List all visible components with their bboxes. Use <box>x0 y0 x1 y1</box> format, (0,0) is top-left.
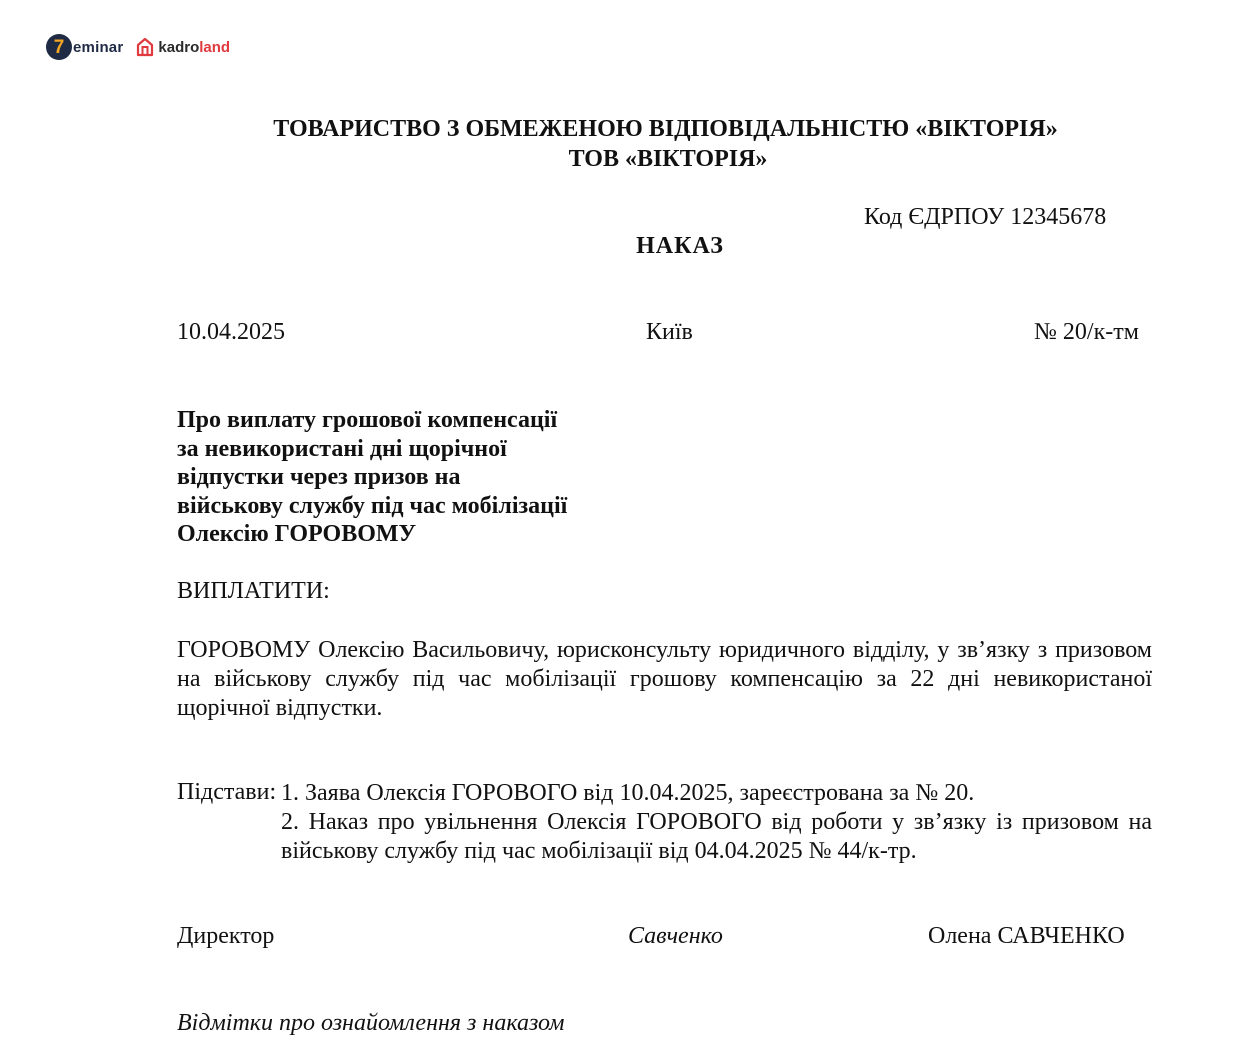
subject-line: відпустки через призов на <box>177 464 461 490</box>
bases-list <box>281 779 1152 866</box>
subject-line: Олексію ГОРОВОМУ <box>177 521 417 547</box>
bases-label: Підстави: <box>177 779 277 805</box>
kadroland-logo-text-1: kadro <box>158 38 200 56</box>
acknowledgement-note: Відмітки про ознайомлення з наказом <box>177 1010 565 1036</box>
order-number: № 20/к-тм <box>1034 319 1139 345</box>
company-full-name: ТОВАРИСТВО З ОБМЕЖЕНОЮ ВІДПОВІДАЛЬНІСТЮ «ВІКТОРІЯ» <box>273 116 1058 142</box>
seminar-logo <box>46 34 123 60</box>
subject-line: за невикористані дні щорічної <box>177 435 507 462</box>
house-icon <box>135 37 155 57</box>
order-subject <box>177 406 567 549</box>
seminar-logo-mark: 7 <box>46 34 72 60</box>
kadroland-logo-text-2: land <box>199 38 231 56</box>
seminar-logo-text: eminar <box>73 38 124 56</box>
bases-item: 1. Заява Олексія ГОРОВОГО від 10.04.2025, зареєстрована за № 20. <box>281 780 975 806</box>
order-city: Київ <box>646 319 693 345</box>
subject-line: військову службу під час мобілізації <box>177 492 568 519</box>
subject-line: Про виплату грошової компенсації <box>177 407 558 433</box>
logos-bar <box>46 34 230 60</box>
order-body-text: ГОРОВОМУ Олексію Васильовичу, юрисконсульту юридичного відділу, у зв’язку з призовом на військову службу під час мобілізації грошову компенсацію за 22 дні невикористаної щорічної відпустки. <box>177 637 1152 721</box>
kadroland-logo <box>135 37 230 57</box>
bases-item: 2. Наказ про увільнення Олексія ГОРОВОГО від роботи у зв’язку із призовом на військову службу під час мобілізації від 04.04.2025 № 44/к-тр. <box>281 809 1152 864</box>
signer-name: Олена САВЧЕНКО <box>928 923 1125 949</box>
pay-label: ВИПЛАТИТИ: <box>177 578 330 604</box>
signer-position: Директор <box>177 923 275 949</box>
company-code: Код ЄДРПОУ 12345678 <box>864 204 1107 230</box>
document-title: НАКАЗ <box>636 233 724 259</box>
company-short-name: ТОВ «ВІКТОРІЯ» <box>568 146 768 172</box>
order-date: 10.04.2025 <box>177 319 285 345</box>
signature: Савченко <box>628 923 723 949</box>
